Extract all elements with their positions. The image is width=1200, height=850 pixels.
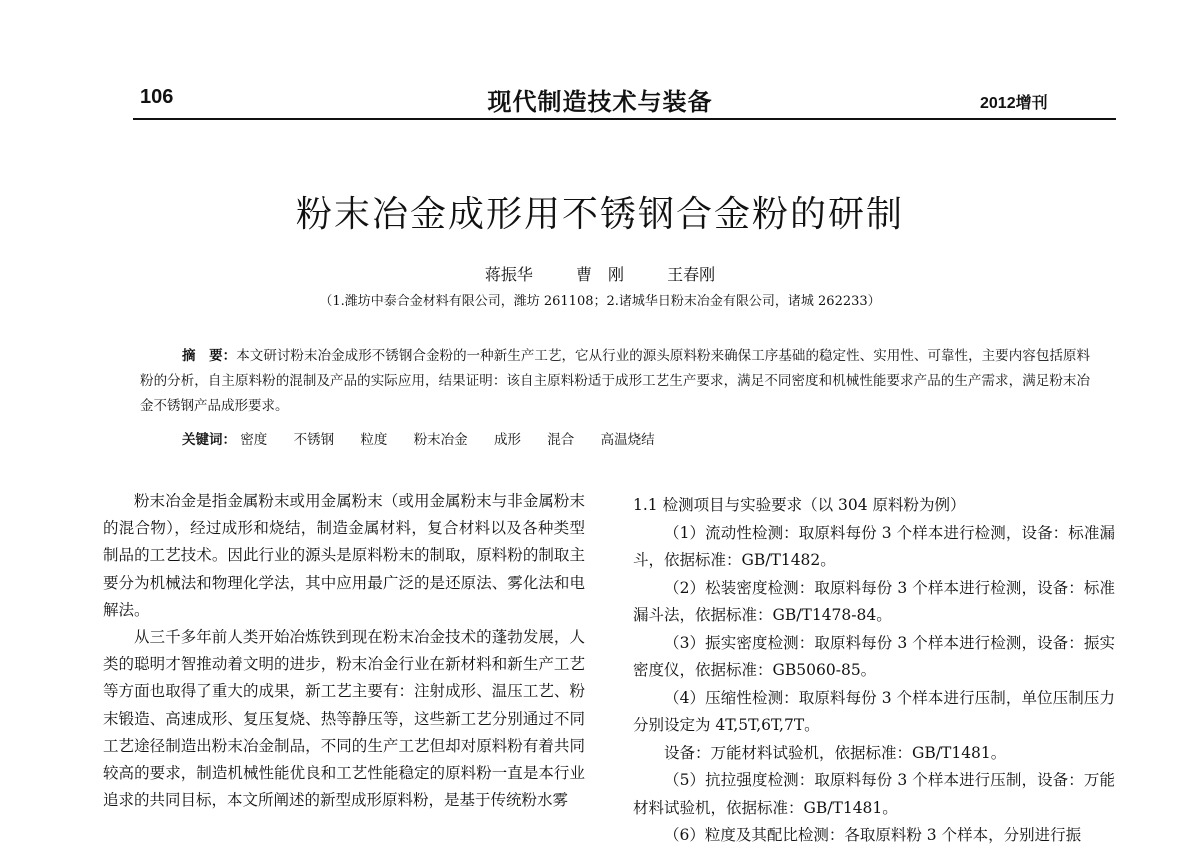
issue-label: 2012增刊 <box>980 95 1048 112</box>
keyword: 高温烧结 <box>600 432 655 448</box>
keywords <box>182 428 677 448</box>
journal-name: 现代制造技术与装备 <box>487 88 713 116</box>
affiliation: （1.潍坊中泰合金材料有限公司，潍坊 261108；2.诸城华日粉末冶金有限公司，诸城 262233） <box>319 294 881 309</box>
abstract-text: 本文研讨粉末冶金成形不锈钢合金粉的一种新生产工艺，它从行业的源头原料粉来确保工序基础的稳定性、实用性、可靠性，主要内容包括原料粉的分析，自主原料粉的混制及产品的实际应用，结果证明：该自主原料粉适于成形工艺生产要求，满足不同密度和机械性能要求产品的生产需求，满足粉末冶金不锈钢产品成形要求。 <box>140 348 1091 414</box>
keyword: 成形 <box>493 432 521 448</box>
keywords-label: 关键词： <box>182 432 236 448</box>
body-paragraph: 从三千多年前人类开始冶炼铁到现在粉末冶金技术的蓬勃发展，人类的聪明才智推动着文明的进步，粉末冶金行业在新材料和新生产工艺等方面也取得了重大的成果，新工艺主要有：注射成形、温压工艺、粉末锻造、高速成形、复压复烧、热等静压等，这些新工艺分别通过不同工艺途径制造出粉末冶金制品，不同的生产工艺但却对原料粉有着共同较高的要求，制造机械性能优良和工艺性能稳定的原料粉一直是本行业追求的共同目标，本文所阐述的新型成形原料粉，是基于传统粉水雾 <box>103 628 585 810</box>
article-title: 粉末冶金成形用不锈钢合金粉的研制 <box>295 194 904 235</box>
body-paragraph: （1）流动性检测：取原料每份 3 个样本进行检测，设备：标准漏斗，依据标准：GB/T1482。 <box>633 523 1115 569</box>
body-paragraph: （3）振实密度检测：取原料每份 3 个样本进行检测，设备：振实密度仪，依据标准：GB5060-85。 <box>633 633 1115 679</box>
body-paragraph: 设备：万能材料试验机，依据标准：GB/T1481。 <box>664 743 1007 762</box>
author: 曹 刚 <box>575 265 624 284</box>
section-heading: 1.1 检测项目与实验要求（以 304 原料粉为例） <box>633 496 966 514</box>
abstract <box>140 344 1090 419</box>
body-paragraph: （5）抗拉强度检测：取原料每份 3 个样本进行压制，设备：万能材料试验机，依据标准：GB/T1481。 <box>633 771 1115 817</box>
author: 王春刚 <box>667 265 716 284</box>
body-paragraph: （2）松装密度检测：取原料每份 3 个样本进行检测，设备：标准漏斗法，依据标准：GB/T1478-84。 <box>633 578 1115 624</box>
keyword: 不锈钢 <box>293 432 335 448</box>
keyword: 密度 <box>240 432 268 448</box>
body-paragraph: 粉末冶金是指金属粉末或用金属粉末（或用金属粉末与非金属粉末的混合物），经过成形和烧结，制造金属材料，复合材料以及各种类型制品的工艺技术。因此行业的源头是原料粉末的制取，原料粉的制取主要分为机械法和物理化学法，其中应用最广泛的是还原法、雾化法和电解法。 <box>103 492 585 619</box>
body-paragraph: （4）压缩性检测：取原料每份 3 个样本进行压制，单位压制压力分别设定为 4T,5T,6T,7T。 <box>633 688 1115 734</box>
body-right-column <box>633 492 1115 850</box>
header-rule <box>133 118 1116 120</box>
body-paragraph: （6）粒度及其配比检测：各取原料粉 3 个样本，分别进行振 <box>664 826 1082 844</box>
abstract-label: 摘 要： <box>182 348 237 364</box>
keyword: 粉末冶金 <box>413 432 468 448</box>
author-list <box>0 262 1200 285</box>
page-number: 106 <box>140 86 174 108</box>
keyword: 混合 <box>547 432 575 448</box>
author: 蒋振华 <box>484 265 533 284</box>
body-left-column <box>103 488 585 814</box>
keyword: 粒度 <box>360 432 388 448</box>
